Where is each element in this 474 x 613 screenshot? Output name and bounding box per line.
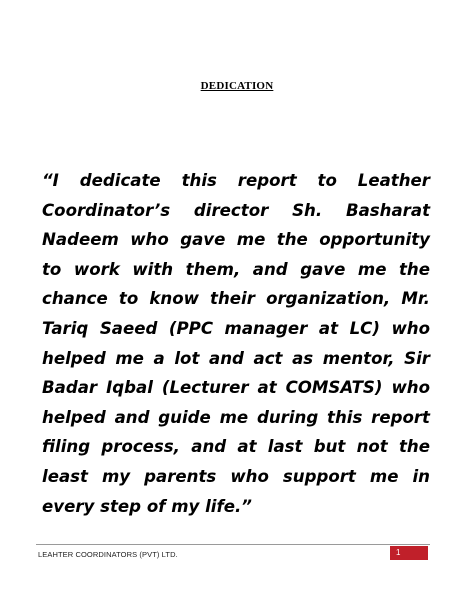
dedication-line-1: “I dedicate this report to Leather [42,171,430,190]
dedication-line-6: Tariq Saeed (PPC manager at LC) who [42,318,430,338]
footer-company-name: LEAHTER COORDINATORS (PVT) LTD. [38,550,178,559]
dedication-line-2: Coordinator’s director Sh. Basharat [42,200,430,220]
dedication-line-4: to work with them, and gave me the [42,259,430,279]
dedication-line-7: helped me a lot and act as mentor, Sir [42,348,430,368]
dedication-line-10: filing process, and at last but not the [42,437,430,457]
dedication-line-3: Nadeem who gave me the opportunity [42,230,430,250]
dedication-line-12: every step of my life.” [42,496,252,516]
footer-divider [36,544,430,545]
page-heading: DEDICATION [200,80,274,92]
dedication-line-11: least my parents who support me in [42,466,430,486]
dedication-line-9: helped and guide me during this report [42,407,430,427]
page-number-badge: 1 [390,546,428,560]
dedication-line-8: Badar Iqbal (Lecturer at COMSATS) who [42,378,430,398]
dedication-paragraph [42,166,430,521]
dedication-line-5: chance to know their organization, Mr. [42,289,430,309]
